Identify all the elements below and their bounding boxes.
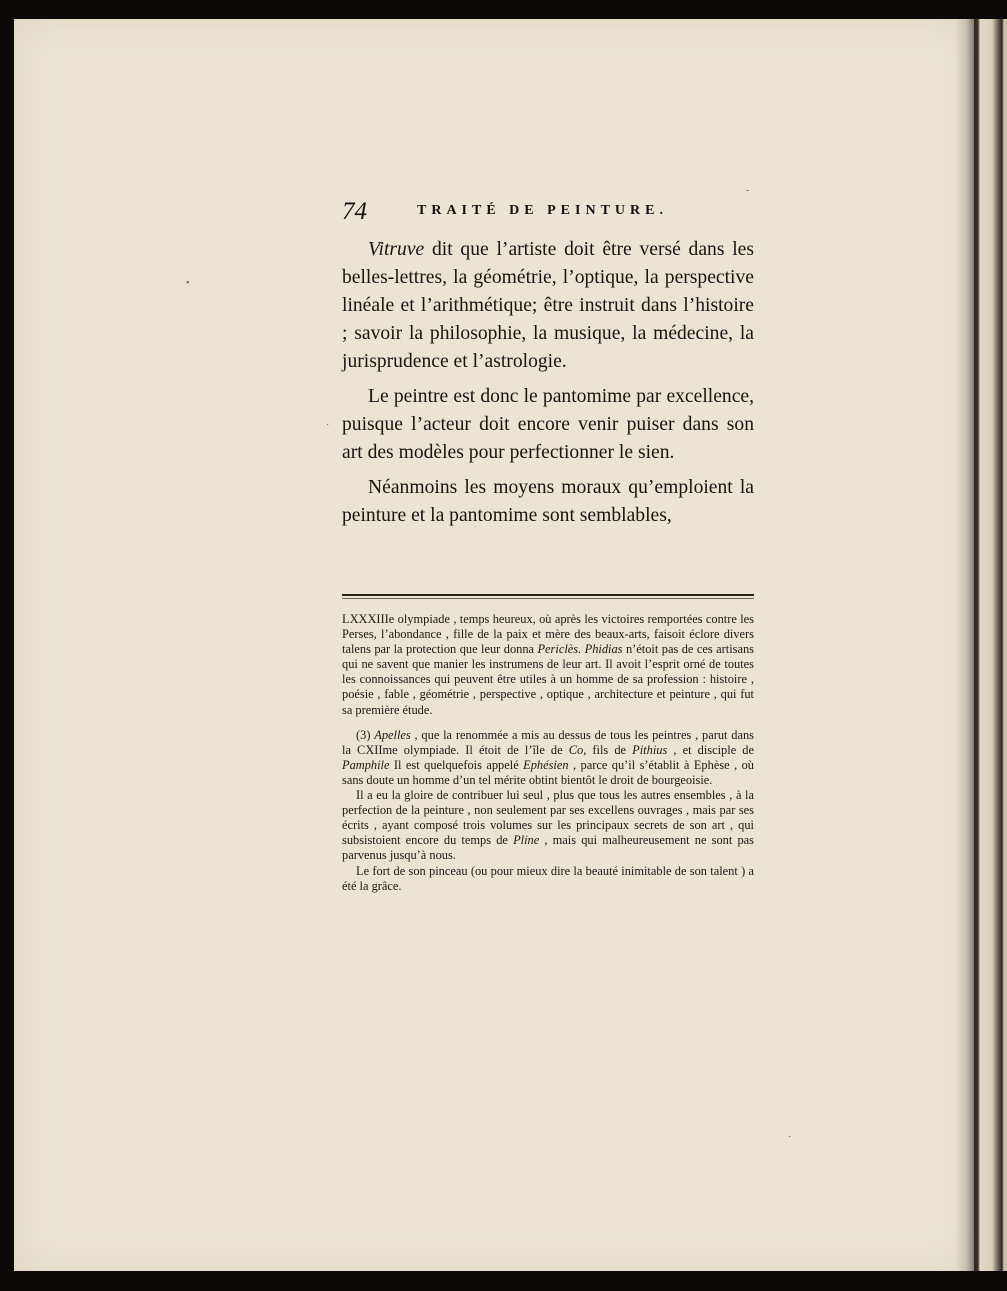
- paragraph-1: [342, 236, 754, 376]
- footnote-rule-thin: [342, 598, 754, 599]
- book-edge: [974, 19, 1007, 1271]
- page-gutter-shadow: [955, 19, 974, 1271]
- footnote-2-mark: (3): [356, 727, 375, 742]
- footnote-2-ephesien: Ephésien ,: [523, 757, 577, 772]
- running-title: TRAITÉ DE PEINTURE.: [417, 203, 668, 218]
- paragraph-2: Le peintre est donc le pantomime par excellence, puisque l’acteur doit encore venir puiser dans son art des modèles pour perfectionner le sien.: [342, 386, 754, 463]
- footnote-2: [342, 728, 754, 788]
- footnote-2-pamphile: Pamphile: [342, 757, 390, 772]
- footnote-2-pithius: Pithius ,: [632, 742, 677, 757]
- footnote-2-apelles: Apelles ,: [374, 727, 418, 742]
- footnote-2-text-e: parce qu’il s’établit à Ephèse , où sans doute un homme d’un tel mérite obtint bientôt le droit de bourgeoisie.: [342, 757, 754, 787]
- footnote-3-text-a: Il a eu la gloire de contribuer lui seul , plus que tous les autres ensembles , à la perfection de la peinture , non seulement par ses excellens ouvrages , mais par ses écrits , ayant composé trois volumes sur les principaux secrets de son art , qui subsistoient encore du temps de: [342, 788, 754, 848]
- footnote-1-text-a: LXXXIIIe olympiade , temps heureux, où après les victoires remportées contre les Perses, l’abondance , fille de la paix et mère des beaux-arts, faisoit éclore divers talens par la protection que leur donna: [342, 612, 754, 657]
- main-text: [342, 236, 754, 537]
- footnote-2-text-c: et disciple de: [676, 742, 754, 757]
- footnote-1: [342, 612, 754, 718]
- paper-speck: •: [186, 278, 190, 289]
- footnote-3-pline: Pline ,: [513, 833, 548, 848]
- paper-speck: ·: [326, 420, 330, 431]
- footnote-3-text-b: mais qui malheureusement ne sont pas parvenus jusqu’à nous.: [342, 833, 754, 863]
- footnote-1-text-c: n’étoit pas de ces artisans qui ne savent que manier les instrumens de leur art. Il avoit l’esprit orné de toutes les connoissances qui peuvent être utiles à un homme de sa profession : histoire , poésie , fable , géométrie , perspective , optique , architecture et peinture , qui fut sa première étude.: [342, 642, 754, 717]
- footnote-1-phidias: Phidias: [584, 642, 623, 657]
- paper-speck: ·: [788, 1132, 792, 1143]
- footnote-rule: [342, 594, 754, 596]
- paragraph-1-text: dit que l’artiste doit être versé dans les belles-lettres, la géométrie, l’optique, la perspective linéale et l’arithmétique; être instruit dans l’histoire ; savoir la philosophie, la musique, la médecine, la jurisprudence et l’astrologie.: [342, 239, 754, 372]
- footnote-3: [342, 788, 754, 863]
- footnote-2-co: Co: [568, 742, 584, 757]
- footnote-2-text-d: Il est quelquefois appelé: [389, 757, 524, 772]
- page-number: 74: [342, 198, 367, 225]
- vitruve-name: Vitruve: [368, 239, 425, 260]
- paragraph-3: Néanmoins les moyens moraux qu’emploient la peinture et la pantomime sont semblables,: [342, 477, 754, 526]
- footnotes: [342, 612, 754, 894]
- footnote-2-text-a: que la renommée a mis au dessus de tous les peintres , parut dans la CXIIme olympiade. Il étoit de l’île de: [342, 727, 754, 757]
- paper-speck: -: [746, 185, 750, 196]
- page-header: [342, 198, 762, 228]
- footnote-2-text-b: , fils de: [583, 742, 633, 757]
- footnote-4: Le fort de son pinceau (ou pour mieux dire la beauté inimitable de son talent ) a été la grâce.: [342, 863, 754, 893]
- footnote-1-pericles: Periclès.: [537, 642, 582, 657]
